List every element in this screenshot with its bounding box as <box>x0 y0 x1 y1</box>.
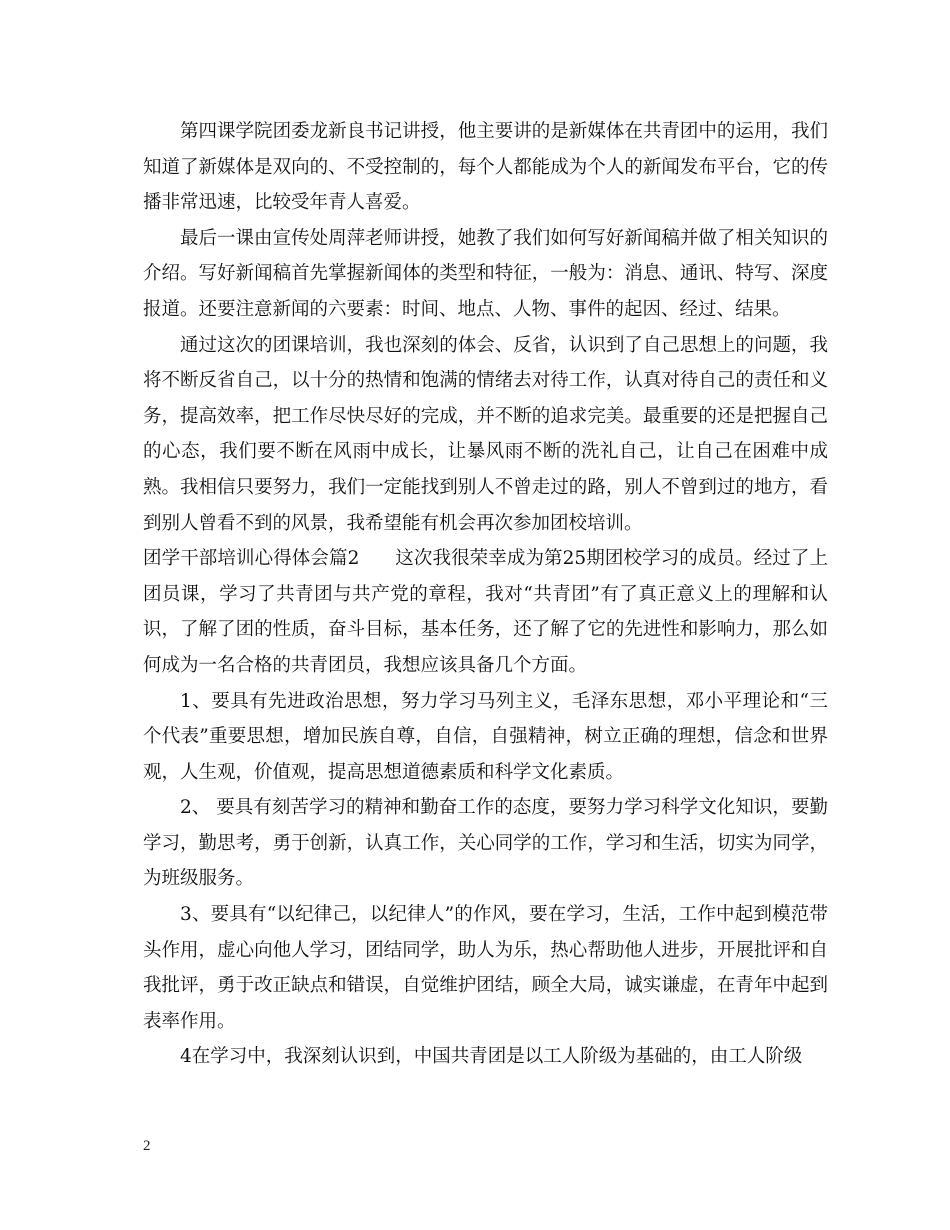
paragraph-article-two <box>143 541 828 683</box>
document-body <box>143 114 828 1075</box>
paragraph-final-lecture: 最后一课由宣传处周萍老师讲授，她教了我们如何写好新闻稿并做了相关知识的介绍。写好新闻稿首先掌握新闻体的类型和特征，一般为：消息、通讯、特写、深度报道。还要注意新闻的六要素：时间、地点、人物、事件的起因、经过、结果。 <box>143 227 828 320</box>
article-heading: 团学干部培训心得体会篇2 <box>143 548 360 570</box>
article-two-intro: 这次我很荣幸成为第25期团校学习的成员。经过了上团员课，学习了共青团与共产党的章程，我对“共青团”有了真正意义上的理解和认识，了解了团的性质，奋斗目标，基本任务，还了解了它的先进性和影响力，那么如何成为一名合格的共青团员，我想应该具备几个方面。 <box>143 548 828 676</box>
paragraph-lecture-four: 第四课学院团委龙新良书记讲授，他主要讲的是新媒体在共青团中的运用，我们知道了新媒体是双向的、不受控制的，每个人都能成为个人的新闻发布平台，它的传播非常迅速，比较受年青人喜爱。 <box>143 121 828 214</box>
paragraph-point-four: 4在学习中，我深刻认识到，中国共青团是以工人阶级为基础的，由工人阶级 <box>180 1046 803 1068</box>
page-number: 2 <box>143 1138 151 1154</box>
paragraph-reflection: 通过这次的团课培训，我也深刻的体会、反省，认识到了自己思想上的问题，我将不断反省自己，以十分的热情和饱满的情绪去对待工作，认真对待自己的责任和义务，提高效率，把工作尽快尽好的完成，并不断的追求完美。最重要的还是把握自己的心态，我们要不断在风雨中成长，让暴风雨不断的洗礼自己，让自己在困难中成熟。我相信只要努力，我们一定能找到别人不曾走过的路，别人不曾到过的地方，看到别人曾看不到的风景，我希望能有机会再次参加团校培训。 <box>143 334 828 534</box>
heading-gap <box>359 548 395 569</box>
paragraph-point-one: 1、要具有先进政治思想，努力学习马列主义，毛泽东思想，邓小平理论和“三个代表”重要思想，增加民族自尊，自信，自强精神，树立正确的理想，信念和世界观，人生观，价值观，提高思想道德素质和科学文化素质。 <box>143 690 828 783</box>
paragraph-point-three: 3、要具有“以纪律己，以纪律人”的作风，要在学习，生活，工作中起到模范带头作用，虚心向他人学习，团结同学，助人为乐，热心帮助他人进步，开展批评和自我批评，勇于改正缺点和错误，自觉维护团结，顾全大局，诚实谦虚，在青年中起到表率作用。 <box>143 904 828 1032</box>
paragraph-point-two: 2、 要具有刻苦学习的精神和勤奋工作的态度，要努力学习科学文化知识，要勤学习，勤思考，勇于创新，认真工作，关心同学的工作，学习和生活，切实为同学，为班级服务。 <box>143 797 828 890</box>
